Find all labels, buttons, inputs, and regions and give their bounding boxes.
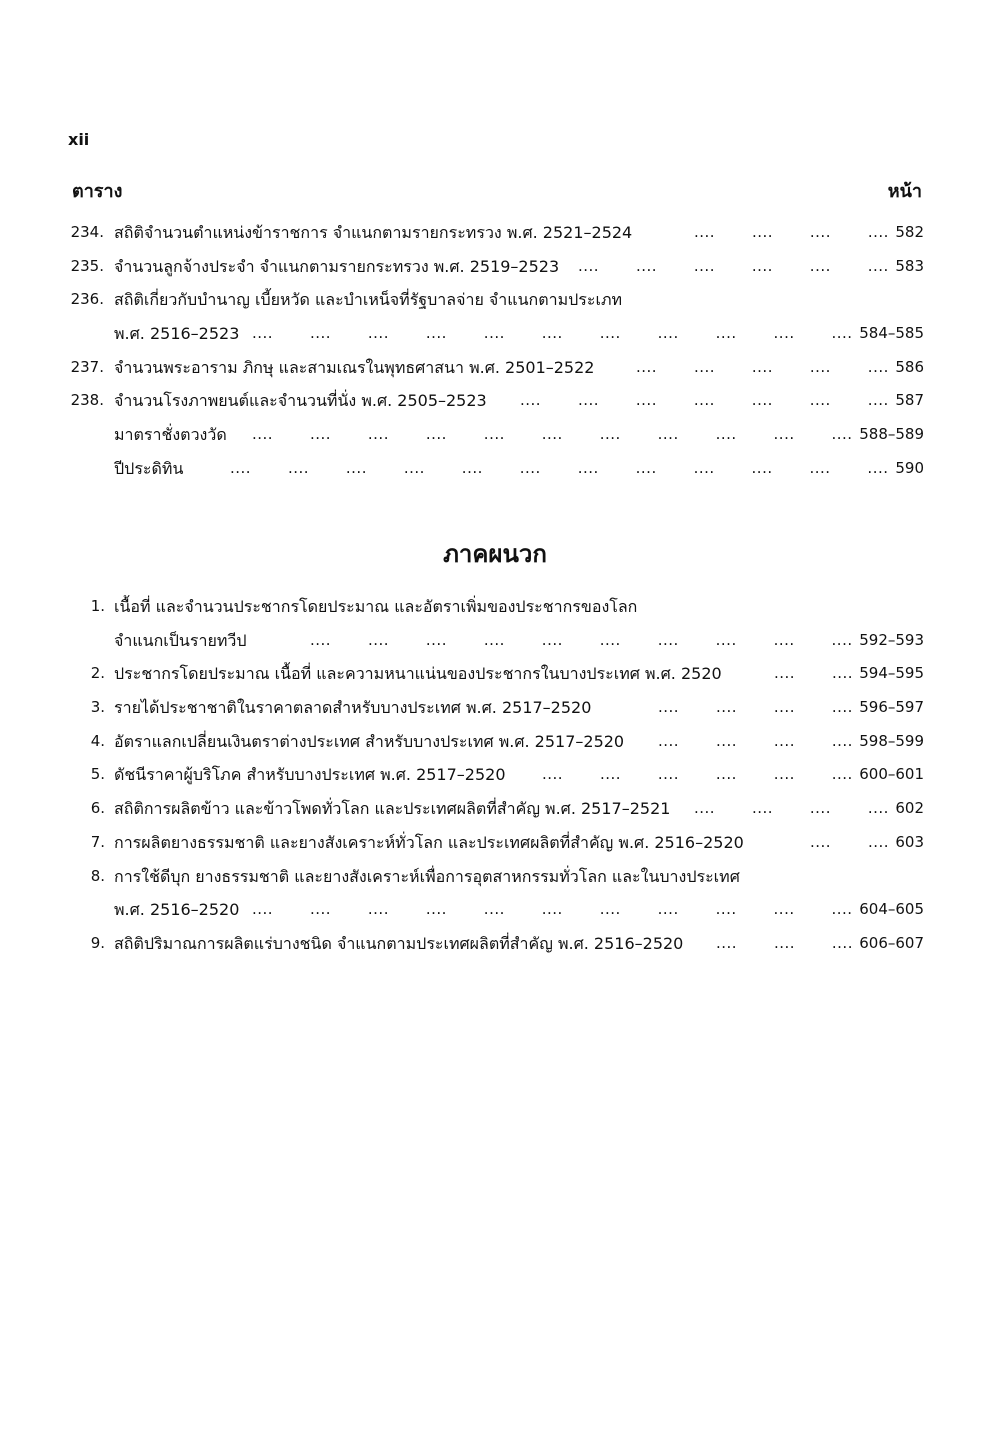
entry-title: การใช้ดีบุก ยางธรรมชาติ และยางสังเคราะห์เพื่อการอุตสาหกรรมทั่วโลก และในบางประเทศ <box>114 866 740 886</box>
appendix-list <box>0 590 990 961</box>
entry-page: 592–593 <box>859 630 924 649</box>
toc-entry-line <box>0 452 990 486</box>
entry-title: สถิติจำนวนตำแหน่งข้าราชการ จำแนกตามรายกระทรวง พ.ศ. 2521–2524 <box>114 223 633 242</box>
entry-number: 4. <box>90 731 105 750</box>
entry-number: 8. <box>90 866 105 885</box>
toc-entry-line <box>0 792 990 826</box>
toc-entry-line <box>0 927 990 961</box>
entry-number: 235. <box>70 256 104 275</box>
page-column-heading: หน้า <box>887 181 922 202</box>
toc-entry-line <box>0 216 990 250</box>
entry-number: 3. <box>90 698 105 717</box>
entry-number: 2. <box>90 664 105 683</box>
toc-entry-line <box>0 860 990 894</box>
toc-entry-line <box>0 657 990 691</box>
toc-entry-line <box>0 624 990 658</box>
entry-title: จำแนกเป็นรายทวีป <box>114 630 247 650</box>
dot-leader: .... .... .... .... <box>658 698 853 717</box>
toc-entry-line <box>0 283 990 317</box>
entry-page: 600–601 <box>859 765 924 784</box>
appendix-title: ภาคผนวก <box>443 540 547 568</box>
entry-title: การผลิตยางธรรมชาติ และยางสังเคราะห์ทั่วโลก และประเทศผลิตที่สำคัญ พ.ศ. 2516–2520 <box>114 832 744 852</box>
tables-column-heading: ตาราง <box>72 181 123 202</box>
dot-leader: .... .... .... .... <box>694 223 889 241</box>
entry-page: 602 <box>895 799 924 818</box>
entry-title: สถิติปริมาณการผลิตแร่บางชนิด จำแนกตามประเทศผลิตที่สำคัญ พ.ศ. 2516–2520 <box>114 933 684 953</box>
entry-title: อัตราแลกเปลี่ยนเงินตราต่างประเทศ สำหรับบางประเทศ พ.ศ. 2517–2520 <box>114 731 625 751</box>
entry-number: 9. <box>90 933 105 952</box>
tables-list <box>0 216 990 486</box>
entry-title: ปีประดิทิน <box>114 458 184 478</box>
toc-entry-line <box>0 691 990 725</box>
entry-page: 604–605 <box>859 900 924 919</box>
entry-title: เนื้อที่ และจำนวนประชากรโดยประมาณ และอัตราเพิ่มของประชากรของโลก <box>114 597 638 616</box>
toc-entry-line <box>0 826 990 860</box>
entry-title: สถิติการผลิตข้าว และข้าวโพดทั่วโลก และประเทศผลิตที่สำคัญ พ.ศ. 2517–2521 <box>114 799 671 819</box>
toc-entry-line <box>0 590 990 624</box>
entry-title: ดัชนีราคาผู้บริโภค สำหรับบางประเทศ พ.ศ. 2517–2520 <box>114 765 506 785</box>
toc-entry-line <box>0 384 990 418</box>
entry-number: 5. <box>90 765 105 784</box>
entry-number: 236. <box>70 290 104 309</box>
entry-page: 587 <box>895 391 924 410</box>
entry-page: 606–607 <box>859 933 924 952</box>
entry-number: 237. <box>70 357 104 376</box>
toc-entry-line <box>0 351 990 385</box>
entry-title: ประชากรโดยประมาณ เนื้อที่ และความหนาแน่นของประชากรในบางประเทศ พ.ศ. 2520 <box>114 664 722 684</box>
dot-leader: .... .... <box>810 832 890 851</box>
page-number: xii <box>68 130 90 149</box>
entry-page: 590 <box>895 458 924 477</box>
entry-page: 584–585 <box>859 324 924 343</box>
entry-page: 596–597 <box>859 698 924 717</box>
dot-leader: .... .... .... .... .... <box>636 357 889 376</box>
dot-leader: .... .... .... .... <box>694 799 889 818</box>
entry-page: 603 <box>895 832 924 851</box>
entry-page: 586 <box>895 357 924 376</box>
toc-entry-line <box>0 418 990 452</box>
entry-title: สถิติเกี่ยวกับบำนาญ เบี้ยหวัด และบำเหน็จที่รัฐบาลจ่าย จำแนกตามประเภท <box>114 290 623 310</box>
entry-number: 7. <box>90 832 105 851</box>
entry-page: 588–589 <box>859 425 924 444</box>
entry-page: 594–595 <box>859 664 924 683</box>
toc-entry-line <box>0 725 990 759</box>
toc-entry-line <box>0 758 990 792</box>
entry-title: พ.ศ. 2516–2523 <box>114 324 240 344</box>
dot-leader: .... .... .... .... .... .... <box>542 765 853 784</box>
dot-leader: .... .... .... .... <box>658 731 853 750</box>
toc-entry-line <box>0 317 990 351</box>
dot-leader: .... .... .... .... .... .... .... .... .... .... <box>310 630 853 649</box>
dot-leader: .... .... .... .... .... .... .... .... .... .... .... <box>252 900 853 919</box>
toc-entry-line <box>0 893 990 927</box>
toc-entry-line <box>0 250 990 284</box>
dot-leader: .... .... .... .... .... .... .... .... .... .... .... <box>252 425 853 444</box>
entry-title: จำนวนลูกจ้างประจำ จำแนกตามรายกระทรวง พ.ศ. 2519–2523 <box>114 256 560 276</box>
entry-title: จำนวนพระอาราม ภิกษุ และสามเณรในพุทธศาสนา พ.ศ. 2501–2522 <box>114 357 595 377</box>
entry-title: รายได้ประชาชาติในราคาตลาดสำหรับบางประเทศ พ.ศ. 2517–2520 <box>114 698 592 718</box>
entry-title: จำนวนโรงภาพยนต์และจำนวนที่นั่ง พ.ศ. 2505–2523 <box>114 391 487 411</box>
entry-page: 583 <box>895 256 924 275</box>
entry-title: มาตราชั่งตวงวัด <box>114 425 227 445</box>
dot-leader: .... .... <box>774 664 854 683</box>
entry-number: 6. <box>90 799 105 818</box>
dot-leader: .... .... .... .... .... .... .... <box>520 391 889 410</box>
dot-leader: .... .... .... .... .... .... <box>578 256 889 275</box>
entry-page: 598–599 <box>859 731 924 750</box>
entry-title: พ.ศ. 2516–2520 <box>114 900 240 920</box>
entry-number: 234. <box>70 223 104 241</box>
entry-page: 582 <box>895 223 924 241</box>
dot-leader: .... .... .... .... .... .... .... .... .... .... .... <box>252 324 853 343</box>
dot-leader: .... .... .... <box>716 933 853 952</box>
dot-leader: .... .... .... .... .... .... .... .... .... .... .... .... <box>230 458 889 477</box>
entry-number: 238. <box>70 391 104 410</box>
entry-number: 1. <box>90 597 105 615</box>
